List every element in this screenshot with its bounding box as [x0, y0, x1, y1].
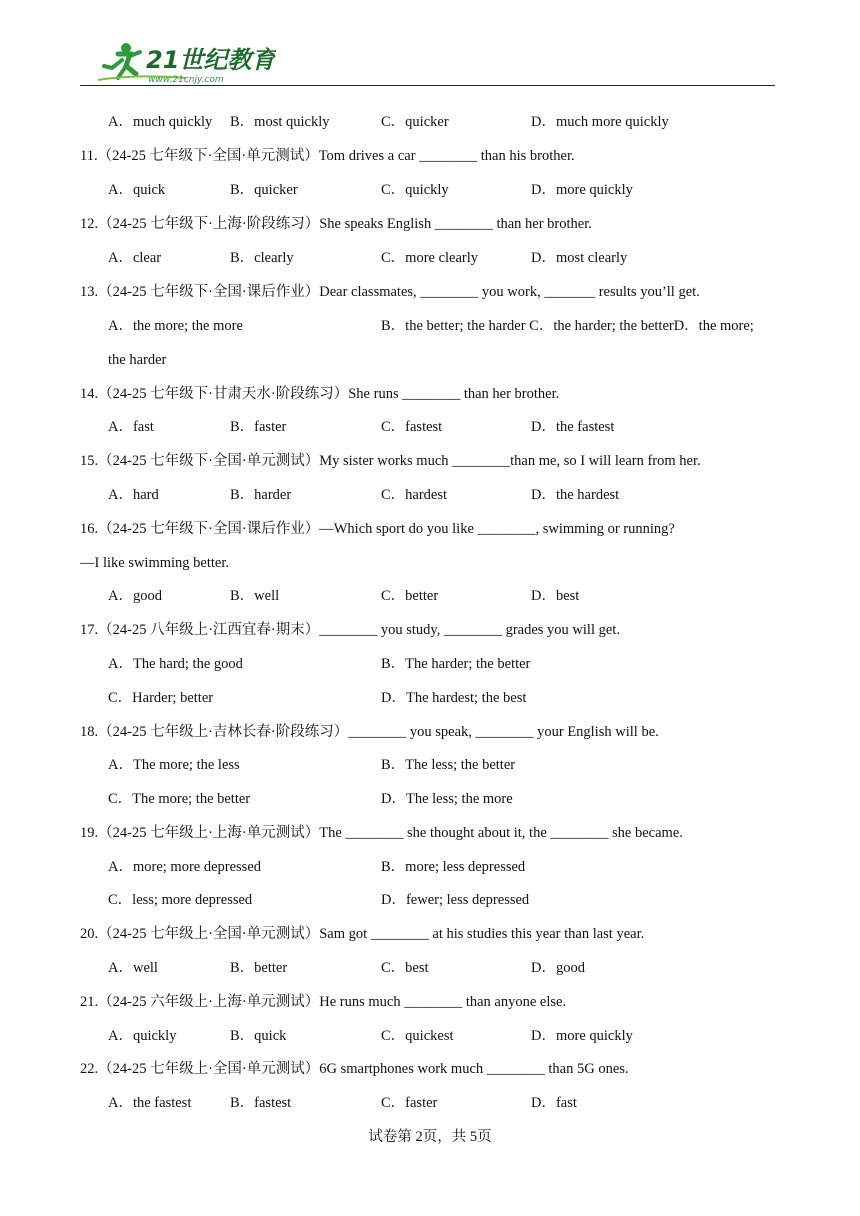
question-stem-continued: —I like swimming better. [80, 555, 230, 571]
option-a: A．good [108, 588, 162, 604]
option-c: C．less; more depressed [108, 892, 253, 908]
option-a: A．The hard; the good [108, 656, 243, 672]
option-b: B．harder [230, 487, 292, 503]
option-c: C．faster [381, 1095, 438, 1111]
option-c: C．fastest [381, 419, 443, 435]
option-a: A．hard [108, 487, 159, 503]
option-d: D．more quickly [531, 182, 633, 198]
question-stem: 11.（24-25 七年级下·全国·单元测试）Tom drives a car ________ than his brother. [80, 148, 575, 164]
brand-logo [96, 40, 276, 86]
question-stem: 13.（24-25 七年级下·全国·课后作业）Dear classmates, ________ you work, _______ results you’ll get. [80, 284, 700, 300]
logo-text: 21世纪教育 [146, 46, 276, 74]
option-b: B．fastest [230, 1095, 292, 1111]
option-c: C．best [381, 960, 429, 976]
option-b: B．more; less depressed [381, 859, 526, 875]
option-b: B．quick [230, 1028, 287, 1044]
option-c: C．quickest [381, 1028, 454, 1044]
option-d: D．fewer; less depressed [381, 892, 530, 908]
option-a: A．the fastest [108, 1095, 192, 1111]
option-d: D．more quickly [531, 1028, 633, 1044]
question-stem: 21.（24-25 六年级上·上海·单元测试）He runs much ________ than anyone else. [80, 994, 567, 1010]
option-d: D．fast [531, 1095, 577, 1111]
option-b: B．well [230, 588, 280, 604]
option-d: D．most clearly [531, 250, 628, 266]
option-a: A．quickly [108, 1028, 177, 1044]
option-a: A．the more; the more [108, 318, 243, 334]
option-c: C．quickly [381, 182, 449, 198]
option-bcd: B．the better; the harder C．the harder; the betterD．the more; [381, 318, 754, 334]
option-b: B．quicker [230, 182, 298, 198]
question-stem: 15.（24-25 七年级下·全国·单元测试）My sister works much ________than me, so I will learn from her. [80, 453, 701, 469]
option-d: D．The hardest; the best [381, 690, 527, 706]
page-header [0, 0, 860, 90]
option-c: C．hardest [381, 487, 448, 503]
option-a: A．quick [108, 182, 166, 198]
question-stem: 19.（24-25 七年级上·上海·单元测试）The ________ she thought about it, the ________ she became. [80, 825, 683, 841]
option-d: D．The less; the more [381, 791, 513, 807]
option-c: C．The more; the better [108, 791, 251, 807]
option-d: D．the fastest [531, 419, 615, 435]
header-divider [80, 85, 775, 86]
option-c: C．quicker [381, 114, 449, 130]
option-a: A．more; more depressed [108, 859, 262, 875]
option-a: A．fast [108, 419, 154, 435]
question-stem: 14.（24-25 七年级下·甘肃天水·阶段练习）She runs ________ than her brother. [80, 386, 560, 402]
option-d: D．the hardest [531, 487, 620, 503]
question-stem: 22.（24-25 七年级上·全国·单元测试）6G smartphones work much ________ than 5G ones. [80, 1061, 629, 1077]
question-stem: 16.（24-25 七年级下·全国·课后作业）—Which sport do you like ________, swimming or running? [80, 521, 675, 537]
option-d: D．best [531, 588, 580, 604]
question-stem: 17.（24-25 八年级上·江西宜春·期末）________ you study, ________ grades you will get. [80, 622, 620, 638]
option-b: B．better [230, 960, 288, 976]
option-b: B．most quickly [230, 114, 330, 130]
option-b: B．clearly [230, 250, 294, 266]
question-stem: 18.（24-25 七年级上·吉林长春·阶段练习）________ you speak, ________ your English will be. [80, 724, 659, 740]
option-d: D．much more quickly [531, 114, 669, 130]
option-b: B．The harder; the better [381, 656, 531, 672]
option-d-continued: the harder [108, 352, 167, 368]
question-stem: 20.（24-25 七年级上·全国·单元测试）Sam got ________ at his studies this year than last year. [80, 926, 645, 942]
option-b: B．The less; the better [381, 757, 516, 773]
option-c: C．better [381, 588, 439, 604]
option-c: C．more clearly [381, 250, 479, 266]
option-a: A．clear [108, 250, 162, 266]
logo-url: www.21cnjy.com [148, 75, 224, 85]
option-a: A．much quickly [108, 114, 213, 130]
option-a: A．well [108, 960, 158, 976]
option-d: D．good [531, 960, 585, 976]
option-c: C．Harder; better [108, 690, 214, 706]
option-b: B．faster [230, 419, 287, 435]
question-stem: 12.（24-25 七年级下·上海·阶段练习）She speaks English ________ than her brother. [80, 216, 592, 232]
page-footer: 试卷第 2页，共 5页 [368, 1129, 492, 1145]
runner-logo-icon [96, 40, 276, 86]
option-a: A．The more; the less [108, 757, 240, 773]
